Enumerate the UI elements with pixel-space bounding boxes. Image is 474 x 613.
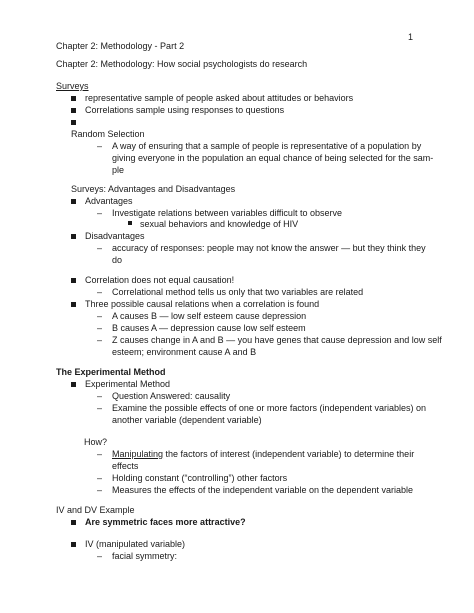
- square-bullet-icon: [71, 302, 76, 307]
- examine-text: another variable (dependent variable): [112, 415, 262, 425]
- adv-sub: Investigate relations between variables difficult to observe: [112, 208, 342, 218]
- iv-label: IV (manipulated variable): [85, 539, 186, 549]
- dash-bullet-icon: –: [97, 391, 103, 401]
- square-bullet-icon: [71, 542, 76, 547]
- manipulating-word: Manipulating: [112, 449, 164, 459]
- random-desc: ple: [112, 165, 125, 175]
- dash-bullet-icon: –: [97, 403, 103, 413]
- holding-text: Holding constant (“controlling”) other factors: [112, 473, 288, 483]
- square-bullet-icon: [71, 520, 76, 525]
- relation-b: B causes A — depression cause low self esteem: [112, 323, 306, 333]
- dash-bullet-icon: –: [97, 208, 103, 218]
- square-bullet-icon: [128, 221, 132, 225]
- random-desc: giving everyone in the population an equal chance of being selected for the sam-: [112, 153, 434, 163]
- chapter-title: Chapter 2: Methodology - Part 2: [56, 41, 185, 51]
- dash-bullet-icon: –: [97, 449, 103, 459]
- chapter-subtitle: Chapter 2: Methodology: How social psychologists do research: [56, 59, 308, 69]
- dash-bullet-icon: –: [97, 243, 103, 253]
- iv-sub: facial symmetry:: [112, 551, 178, 561]
- manipulating-text: [112, 448, 414, 460]
- dash-bullet-icon: –: [97, 311, 103, 321]
- symmetric-question: Are symmetric faces more attractive?: [85, 517, 246, 527]
- square-bullet-icon: [71, 199, 76, 204]
- dash-bullet-icon: –: [97, 551, 103, 561]
- advantages-label: Advantages: [85, 196, 133, 206]
- dis-sub: do: [112, 255, 123, 265]
- dash-bullet-icon: –: [97, 323, 103, 333]
- disadvantages-label: Disadvantages: [85, 231, 145, 241]
- adv-subsub: sexual behaviors and knowledge of HIV: [140, 219, 299, 229]
- square-bullet-icon: [71, 120, 76, 125]
- dash-bullet-icon: –: [97, 485, 103, 495]
- surveys-heading: Surveys: [56, 81, 89, 91]
- manipulating-rest: the factors of interest (independent variable) to determine their: [163, 449, 415, 459]
- square-bullet-icon: [71, 278, 76, 283]
- correlation-sub: Correlational method tells us only that two variables are related: [112, 287, 364, 297]
- dash-bullet-icon: –: [97, 287, 103, 297]
- surveys-item: representative sample of people asked about attitudes or behaviors: [85, 93, 354, 103]
- square-bullet-icon: [71, 382, 76, 387]
- surveys-item: Correlations sample using responses to questions: [85, 105, 285, 115]
- three-relations: Three possible causal relations when a correlation is found: [85, 299, 320, 309]
- question-answered: Question Answered: causality: [112, 391, 231, 401]
- random-selection-label: Random Selection: [71, 129, 145, 139]
- measures-text: Measures the effects of the independent variable on the dependent variable: [112, 485, 414, 495]
- experimental-heading: The Experimental Method: [56, 367, 166, 377]
- manipulating-text: effects: [112, 461, 139, 471]
- square-bullet-icon: [71, 234, 76, 239]
- examine-text: Examine the possible effects of one or more factors (independent variables) on: [112, 403, 427, 413]
- how-label: How?: [84, 437, 108, 447]
- dash-bullet-icon: –: [97, 141, 103, 151]
- ivdv-heading: IV and DV Example: [56, 505, 135, 515]
- dash-bullet-icon: –: [97, 473, 103, 483]
- adv-heading: Surveys: Advantages and Disadvantages: [71, 184, 236, 194]
- relation-z: Z causes change in A and B — you have genes that cause depression and low self: [112, 335, 442, 345]
- dash-bullet-icon: –: [97, 335, 103, 345]
- correlation-note: Correlation does not equal causation!: [85, 275, 235, 285]
- square-bullet-icon: [71, 96, 76, 101]
- page-number: 1: [408, 32, 414, 42]
- random-desc: A way of ensuring that a sample of people is representative of a population by: [112, 141, 422, 151]
- dis-sub: accuracy of responses: people may not know the answer — but they think they: [112, 243, 426, 253]
- experimental-item: Experimental Method: [85, 379, 171, 389]
- relation-z: esteem; environment cause A and B: [112, 347, 257, 357]
- relation-a: A causes B — low self esteem cause depression: [112, 311, 307, 321]
- square-bullet-icon: [71, 108, 76, 113]
